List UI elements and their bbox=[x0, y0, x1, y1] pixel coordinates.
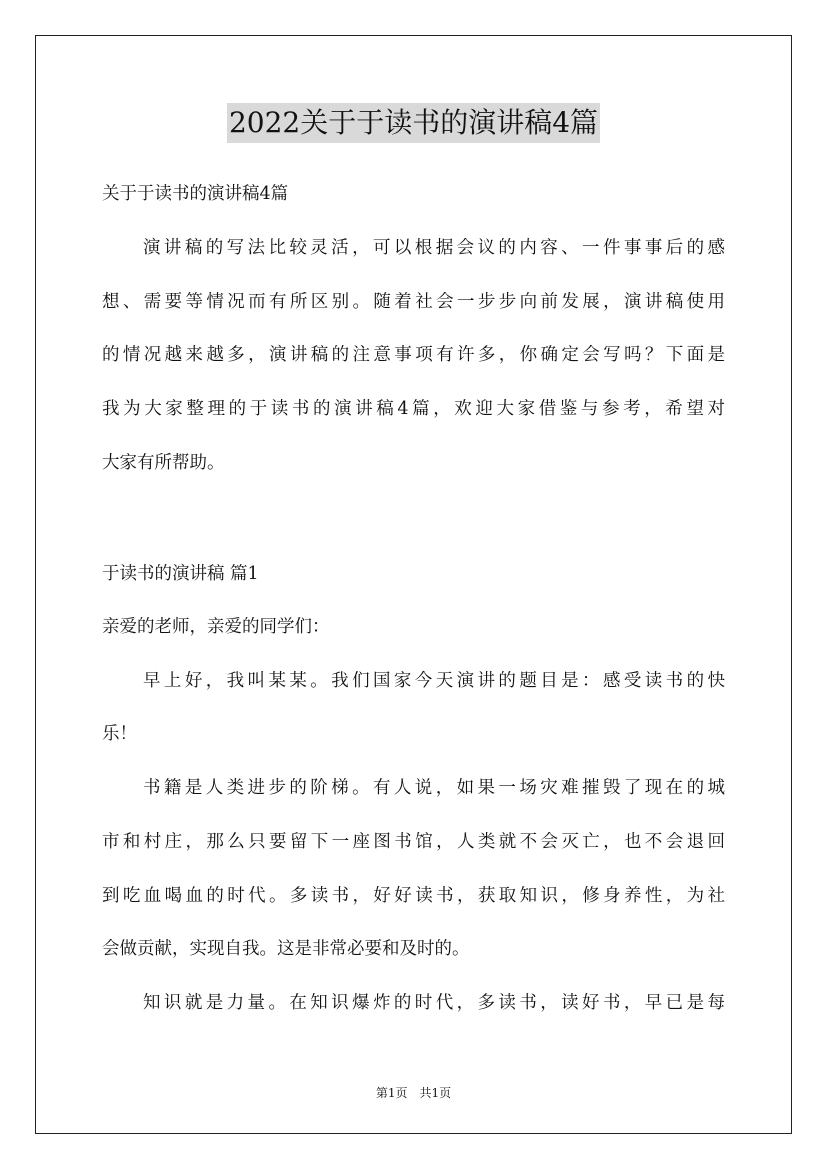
page-footer bbox=[0, 1085, 827, 1101]
paragraph-line: 书籍是人类进步的阶梯。有人说，如果一场灾难摧毁了现在的城 bbox=[143, 778, 725, 798]
paragraph-line: 会做贡献，实现自我。这是非常必要和及时的。 bbox=[102, 939, 470, 959]
paragraph-line: 大家有所帮助。 bbox=[102, 453, 225, 473]
paragraph-line: 到吃血喝血的时代。多读书，好好读书，获取知识，修身养性，为社 bbox=[102, 886, 725, 906]
paragraph-line: 我为大家整理的于读书的演讲稿4篇，欢迎大家借鉴与参考，希望对 bbox=[102, 399, 725, 419]
paragraph-line: 演讲稿的写法比较灵活，可以根据会议的内容、一件事事后的感 bbox=[143, 238, 725, 258]
section-heading: 于读书的演讲稿 篇1 bbox=[102, 564, 259, 584]
paragraph-line: 市和村庄，那么只要留下一座图书馆，人类就不会灭亡，也不会退回 bbox=[102, 832, 725, 852]
paragraph-line: 的情况越来越多，演讲稿的注意事项有许多，你确定会写吗？下面是 bbox=[102, 345, 725, 365]
paragraph-line: 知识就是力量。在知识爆炸的时代，多读书，读好书，早已是每 bbox=[143, 993, 725, 1013]
paragraph-line: 想、需要等情况而有所区别。随着社会一步步向前发展，演讲稿使用 bbox=[102, 292, 725, 312]
document-title: 2022关于于读书的演讲稿4篇 bbox=[227, 103, 600, 143]
paragraph-line: 乐！ bbox=[102, 724, 137, 744]
page-number: 第1页 共1页 bbox=[375, 1086, 452, 1100]
salutation: 亲爱的老师，亲爱的同学们： bbox=[102, 617, 330, 637]
title-container bbox=[0, 103, 827, 143]
paragraph-line: 早上好，我叫某某。我们国家今天演讲的题目是：感受读书的快 bbox=[143, 671, 725, 691]
document-subtitle: 关于于读书的演讲稿4篇 bbox=[102, 184, 289, 204]
